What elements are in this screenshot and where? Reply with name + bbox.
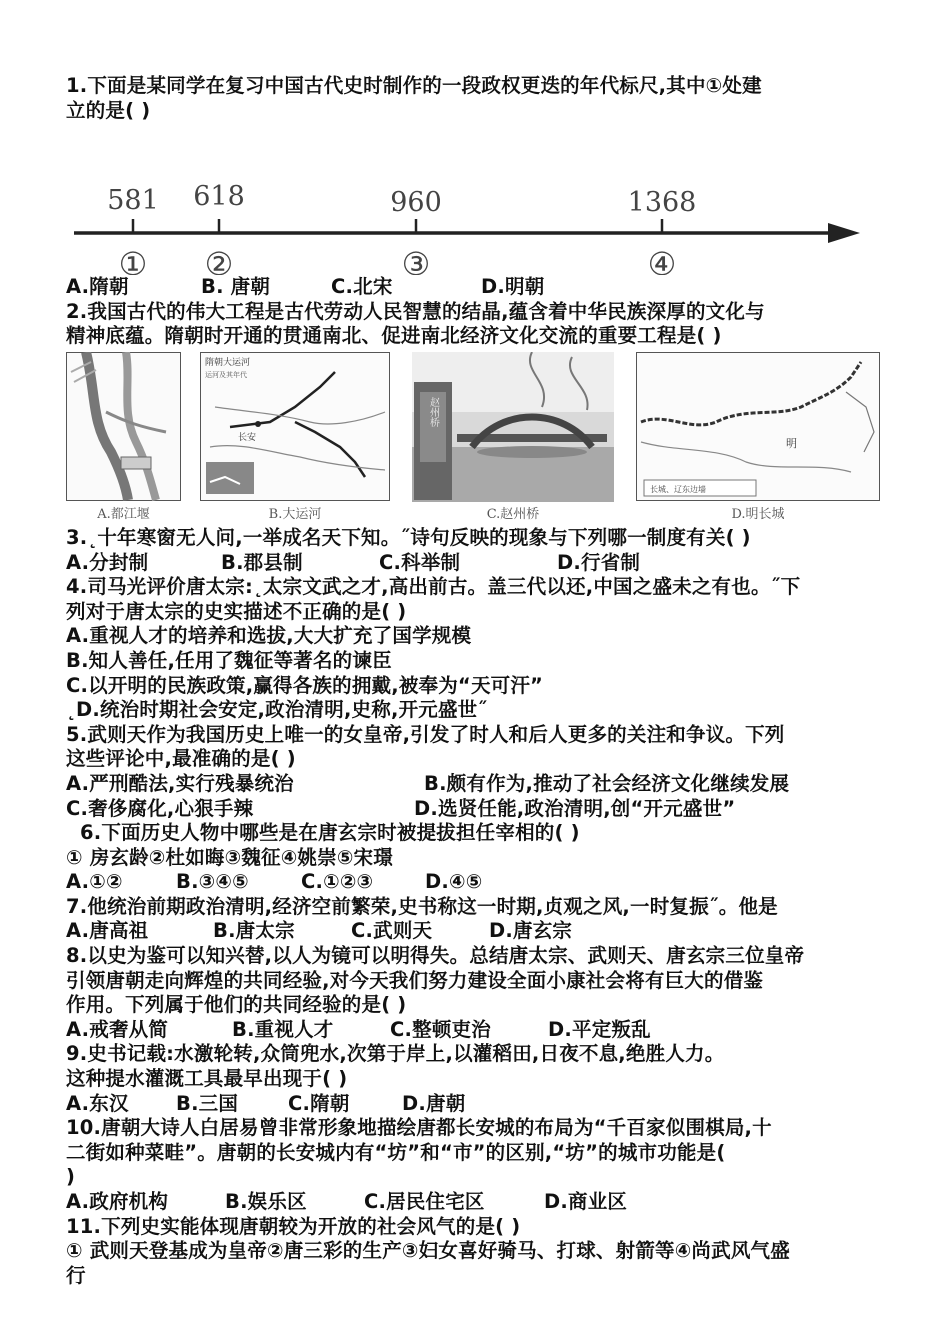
q9-options [66,1092,896,1117]
timeline-mark-1: ① [118,245,148,276]
q4-stem-line2: 列对于唐太宗的史实描述不正确的是( ) [66,599,407,623]
dujiangyan-map [66,352,181,502]
q7-option-a: A.唐高祖 [66,919,149,943]
canal-map-title: 隋朝大运河 [205,357,251,368]
timeline-year-4: 1368 [627,187,697,219]
dujiangyan-figure [66,352,181,522]
q1-option-a: A.隋朝 [66,275,129,299]
timeline-year-3: 960 [390,187,442,219]
q1-stem-line1: 1.下面是某同学在复习中国古代史时制作的一段政权更迭的年代标尺,其中①处建 [66,74,762,97]
q6-option-a: A.①② [66,870,123,894]
wall-legend: 长城、辽东边墙 [650,484,706,494]
grand-canal-map [200,352,390,502]
q8-option-d: D.平定叛乱 [548,1017,651,1041]
q7-options [66,919,896,944]
q5-stem-line1: 5.武则天作为我国历史上唯一的女皇帝,引发了时人和后人更多的关注和争议。下列 [66,722,785,746]
q7-stem: 7.他统治前期政治清明,经济空前繁荣,史书称这一时期,贞观之风,一时复振˝。他是 [66,894,778,918]
q9-option-a: A.东汉 [66,1091,129,1115]
q5-options-row2 [66,797,896,822]
q3-option-c: C.科举制 [379,550,461,574]
q1-option-c: C.北宋 [331,275,393,299]
q11-items-line2: 行 [66,1263,86,1287]
q9-option-d: D.唐朝 [402,1091,466,1115]
q5-options-row1 [66,772,896,797]
q3-option-b: B.郡县制 [221,550,303,574]
ming-great-wall-figure [636,352,880,522]
timeline-mark-2: ② [204,245,234,276]
q1-option-b: B. 唐朝 [201,275,271,299]
q5-option-d: D.选贤任能,政治清明,创“开元盛世” [414,796,736,820]
q9-option-b: B.三国 [176,1091,239,1115]
timeline-year-1: 581 [107,185,159,217]
q5-stem-line2: 这些评论中,最准确的是( ) [66,747,296,771]
q8-option-b: B.重视人才 [232,1017,334,1041]
q6-stem: 6.下面历史人物中哪些是在唐玄宗时被提拔担任宰相的( ) [80,821,580,845]
caption-d: D.明长城 [731,506,785,522]
q8-stem-line3: 作用。下列属于他们的共同经验的是( ) [66,993,407,1017]
q9-option-c: C.隋朝 [288,1091,350,1115]
q10-options [66,1190,896,1215]
timeline-ruler [66,123,896,275]
q8-option-a: A.戒奢从简 [66,1017,169,1041]
q6-items: ① 房玄龄②杜如晦③魏征④姚崇⑤宋璟 [66,845,393,869]
q2-image-row [66,352,896,524]
q4-option-a: A.重视人才的培养和选拔,大大扩充了国学规模 [66,624,472,648]
q3-stem: 3.˛十年寒窗无人问,一举成名天下知。˝诗句反映的现象与下列哪一制度有关( ) [66,525,751,549]
q1-stem-line2: 立的是( ) [66,98,151,122]
zhaozhou-bridge-photo [412,352,614,502]
caption-c: C.赵州桥 [486,506,540,522]
q6-option-b: B.③④⑤ [176,870,249,894]
q2-stem-line1: 2.我国古代的伟大工程是古代劳动人民智慧的结晶,蕴含着中华民族深厚的文化与 [66,299,765,323]
q10-option-c: C.居民住宅区 [364,1190,485,1213]
q4-stem-line1: 4.司马光评价唐太宗:˛太宗文武之才,高出前古。盖三代以还,中国之盛未之有也。˝下 [66,575,801,599]
q7-option-b: B.唐太宗 [213,919,295,943]
q1-options [66,275,896,300]
bridge-sign-text: 赵州桥 [427,396,439,427]
q6-option-d: D.④⑤ [425,870,483,894]
q7-option-c: C.武则天 [351,919,433,943]
caption-a: A.都江堰 [97,506,150,522]
q6-option-c: C.①②③ [301,870,374,894]
ming-label: 明 [786,436,797,450]
q10-stem-line1: 10.唐朝大诗人白居易曾非常形象地描绘唐都长安城的布局为“千百家似围棋局,十 [66,1116,772,1140]
q10-option-d: D.商业区 [544,1190,628,1213]
caption-b: B.大运河 [268,506,322,522]
q3-option-a: A.分封制 [66,550,149,574]
changan-label: 长安 [238,432,257,443]
q1-option-d: D.明朝 [481,275,545,299]
ming-great-wall-map [636,352,880,502]
q5-option-b: B.颇有作为,推动了社会经济文化继续发展 [424,771,790,795]
q10-option-b: B.娱乐区 [225,1190,307,1213]
zhaozhou-bridge-figure [412,352,614,522]
q4-option-c: C.以开明的民族政策,赢得各族的拥戴,被奉为“天可汗” [66,673,544,697]
timeline-svg [66,123,896,275]
q3-options [66,551,896,576]
timeline-mark-3: ③ [401,245,431,276]
exam-page [66,74,896,1288]
q8-stem-line2: 引领唐朝走向辉煌的共同经验,对今天我们努力建设全面小康社会将有巨大的借鉴 [66,968,764,992]
q3-option-d: D.行省制 [557,550,641,574]
q5-option-a: A.严刑酷法,实行残暴统治 [66,771,294,795]
q4-option-b: B.知人善任,任用了魏征等著名的谏臣 [66,648,392,672]
q9-stem-line2: 这种提水灌溉工具最早出现于( ) [66,1067,348,1091]
q8-options [66,1018,896,1043]
q5-option-c: C.奢侈腐化,心狠手辣 [66,796,254,820]
timeline-year-2: 618 [193,181,245,213]
grand-canal-figure [200,352,390,522]
q11-stem: 11.下列史实能体现唐朝较为开放的社会风气的是( ) [66,1214,521,1238]
q6-options [66,870,896,895]
q8-option-c: C.整顿吏治 [390,1017,491,1041]
q10-stem-line2: 二街如种菜畦”。唐朝的长安城内有“坊”和“市”的区别,“坊”的城市功能是( [66,1140,726,1164]
q11-items-line1: ① 武则天登基成为皇帝②唐三彩的生产③妇女喜好骑马、打球、射箭等④尚武风气盛 [66,1239,790,1263]
q2-stem-line2: 精神底蕴。隋朝时开通的贯通南北、促进南北经济文化交流的重要工程是( ) [66,324,722,348]
canal-map-legend: 运河及其年代 [205,370,247,379]
q9-stem-line1: 9.史书记载:水激轮转,众筒兜水,次第于岸上,以灌稻田,日夜不息,绝胜人力。 [66,1042,725,1066]
timeline-mark-4: ④ [647,245,677,276]
q7-option-d: D.唐玄宗 [489,919,573,943]
q10-option-a: A.政府机构 [66,1190,169,1213]
q8-stem-line1: 8.以史为鉴可以知兴替,以人为镜可以明得失。总结唐太宗、武则天、唐玄宗三位皇帝 [66,944,805,968]
q10-stem-line3: ) [66,1165,76,1189]
timeline-arrow-icon [828,223,860,243]
q4-option-d: ˛D.统治时期社会安定,政治清明,史称,开元盛世˝ [66,698,488,722]
